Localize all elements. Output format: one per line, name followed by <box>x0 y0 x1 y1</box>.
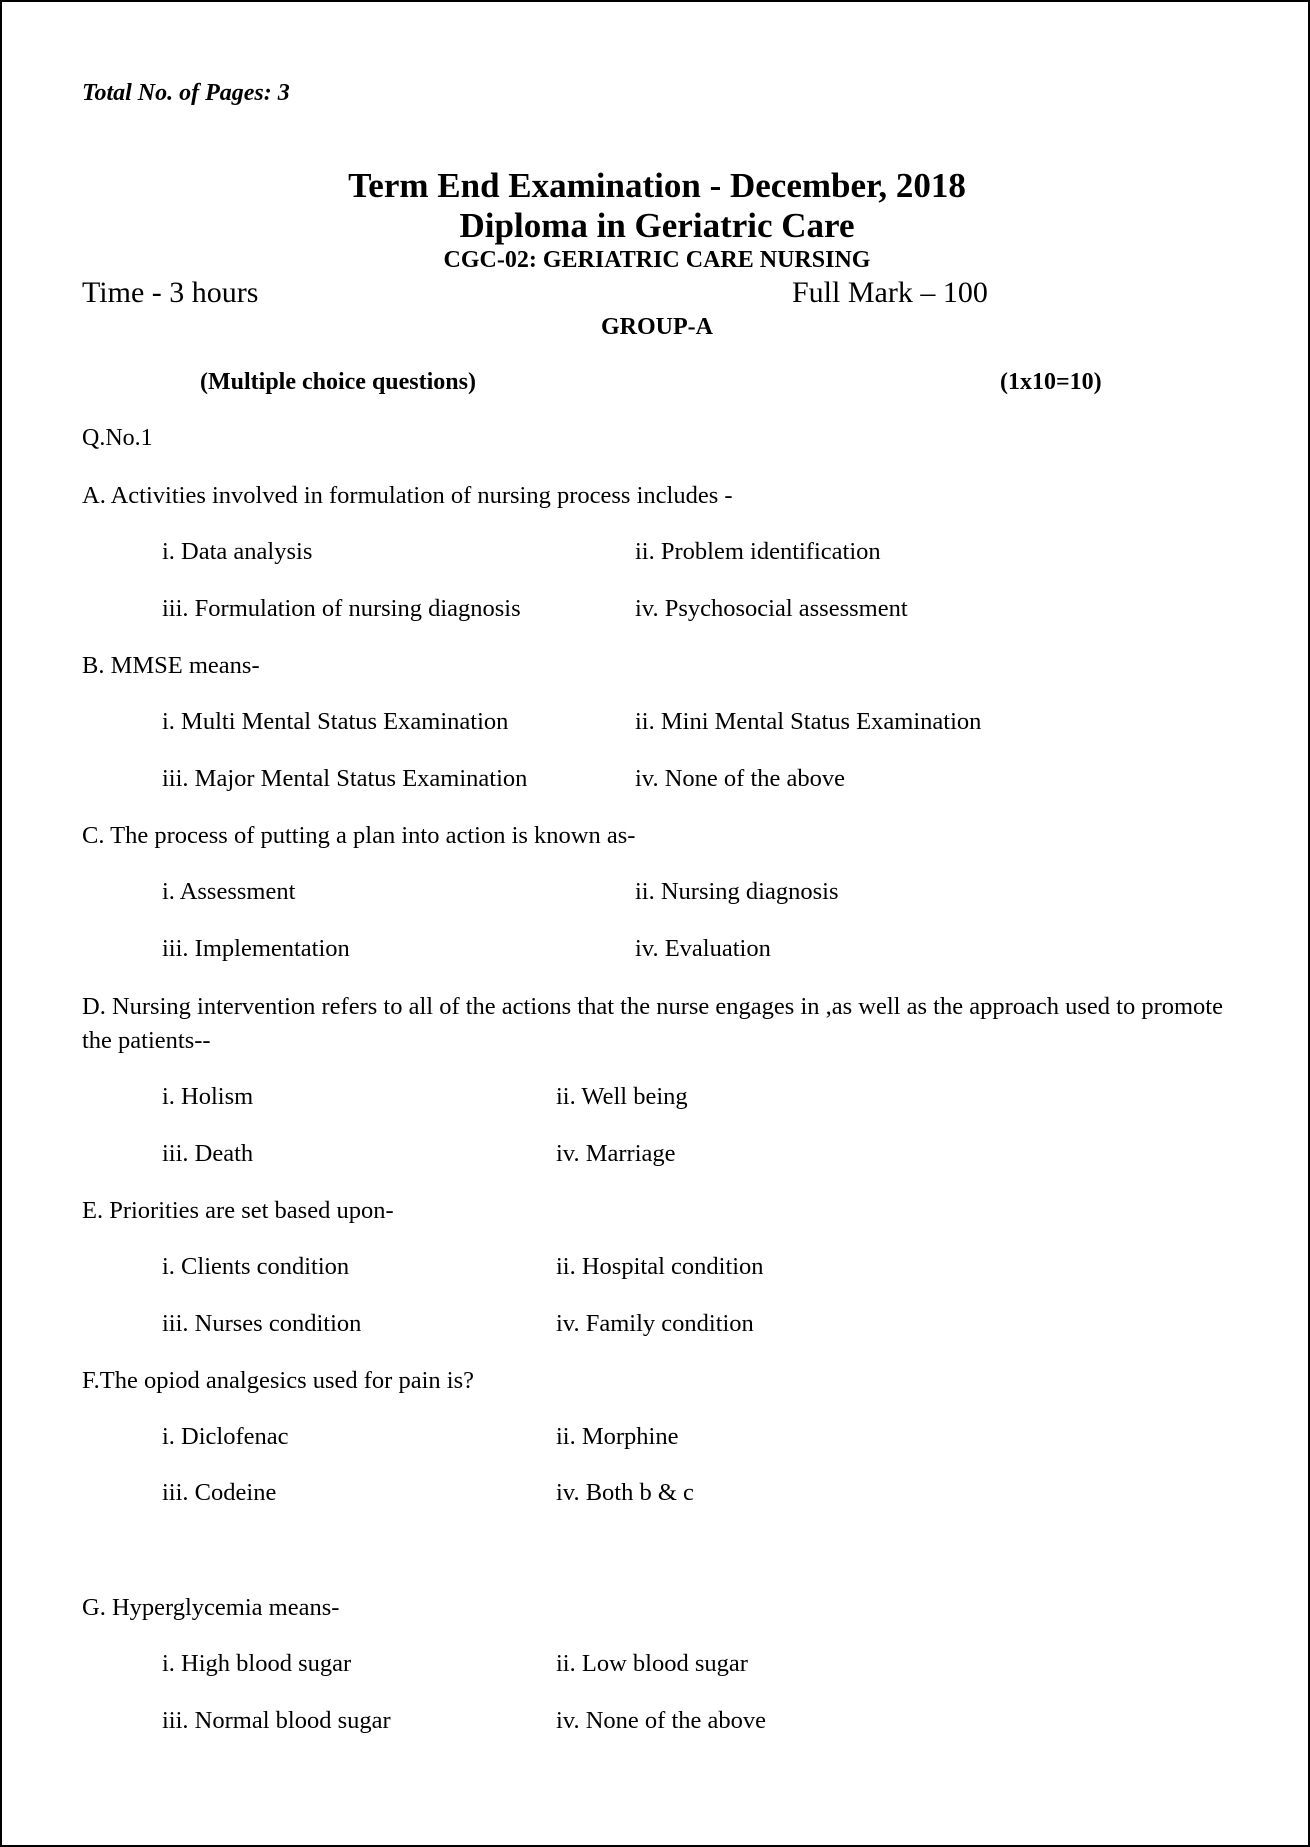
question-d: D. Nursing intervention refers to all of the actions that the nurse engages in ,as well as the approach used to promote the patients-- <box>82 993 1223 1054</box>
question-g-option-4: iv. None of the above <box>556 1707 766 1734</box>
question-a-option-3: iii. Formulation of nursing diagnosis <box>162 595 521 622</box>
section-marks: (1x10=10) <box>1000 369 1102 395</box>
question-g-option-1: i. High blood sugar <box>162 1650 352 1677</box>
question-g-option-3: iii. Normal blood sugar <box>162 1707 391 1734</box>
question-b-option-1: i. Multi Mental Status Examination <box>162 708 509 735</box>
question-a-option-4: iv. Psychosocial assessment <box>635 595 908 622</box>
question-a-option-1: i. Data analysis <box>162 538 313 565</box>
question-f-option-3: iii. Codeine <box>162 1479 277 1506</box>
question-g-option-2: ii. Low blood sugar <box>556 1650 748 1677</box>
section-label: (Multiple choice questions) <box>200 369 476 395</box>
question-d-option-3: iii. Death <box>162 1140 254 1167</box>
question-e-option-2: ii. Hospital condition <box>556 1253 764 1280</box>
group-heading: GROUP-A <box>601 314 713 340</box>
question-a-option-2: ii. Problem identification <box>635 538 881 565</box>
question-f-option-4: iv. Both b & c <box>556 1479 694 1506</box>
question-b-option-2: ii. Mini Mental Status Examination <box>635 708 982 735</box>
question-a: A. Activities involved in formulation of nursing process includes - <box>82 482 733 509</box>
question-f-option-1: i. Diclofenac <box>162 1423 289 1450</box>
question-d-option-1: i. Holism <box>162 1083 254 1110</box>
question-f-option-2: ii. Morphine <box>556 1423 679 1450</box>
question-c-option-2: ii. Nursing diagnosis <box>635 878 839 905</box>
question-f: F.The opiod analgesics used for pain is? <box>82 1367 474 1394</box>
question-c-option-1: i. Assessment <box>162 878 296 905</box>
question-e-option-1: i. Clients condition <box>162 1253 350 1280</box>
total-pages-label: Total No. of Pages: 3 <box>82 80 290 106</box>
full-mark-label: Full Mark – 100 <box>792 276 988 309</box>
question-b-option-4: iv. None of the above <box>635 765 845 792</box>
question-c: C. The process of putting a plan into action is known as- <box>82 822 636 849</box>
question-c-option-3: iii. Implementation <box>162 935 350 962</box>
question-e-option-4: iv. Family condition <box>556 1310 754 1337</box>
question-d-option-2: ii. Well being <box>556 1083 688 1110</box>
exam-title: Term End Examination - December, 2018 <box>348 166 966 205</box>
question-number: Q.No.1 <box>82 425 153 451</box>
question-e: E. Priorities are set based upon- <box>82 1197 394 1224</box>
course-title: Diploma in Geriatric Care <box>459 206 855 245</box>
question-e-option-3: iii. Nurses condition <box>162 1310 362 1337</box>
paper-title: CGC-02: GERIATRIC CARE NURSING <box>443 247 871 273</box>
question-b: B. MMSE means- <box>82 652 260 679</box>
time-label: Time - 3 hours <box>82 276 259 309</box>
question-g: G. Hyperglycemia means- <box>82 1594 340 1621</box>
question-b-option-3: iii. Major Mental Status Examination <box>162 765 528 792</box>
question-c-option-4: iv. Evaluation <box>635 935 771 962</box>
question-d-option-4: iv. Marriage <box>556 1140 676 1167</box>
